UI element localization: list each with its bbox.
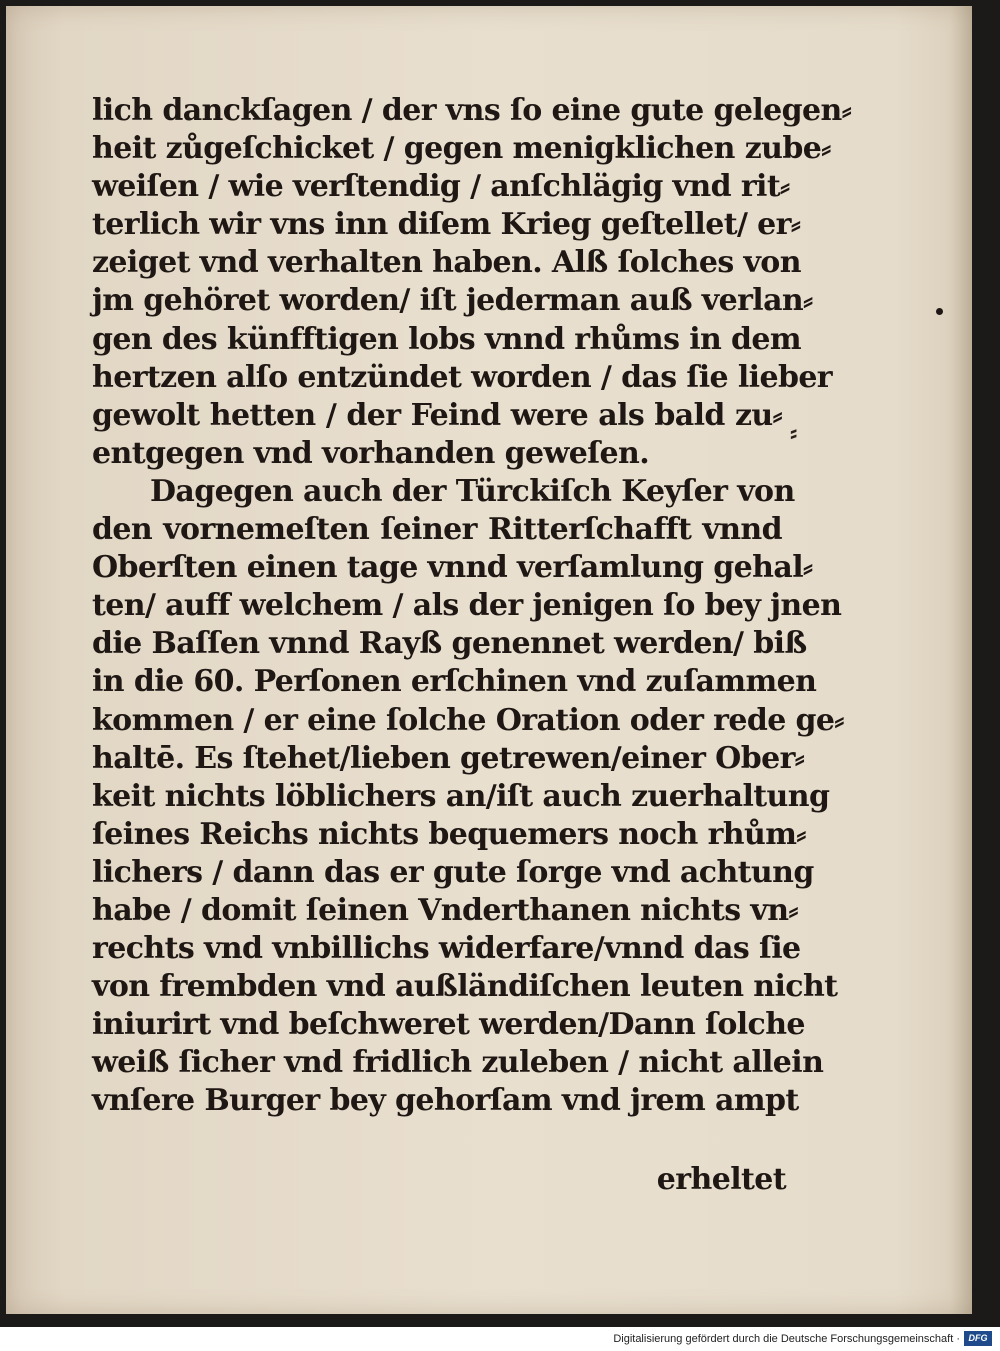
text-line: iniurirt vnd beſchweret werden/Dann ſolche <box>92 1007 805 1043</box>
text-line: rechts vnd vnbillichs widerfare/vnnd das ſie <box>92 931 801 967</box>
text-line: heit zůgeſchicket / gegen menigklichen zube⸗ <box>92 131 831 167</box>
footer-credit: Digitalisierung gefördert durch die Deutsche Forschungsgemeinschaft · <box>613 1333 960 1345</box>
text-line: jm gehöret worden/ iſt jederman auß verlan⸗ <box>92 283 813 319</box>
text-line: von frembden vnd außländiſchen leuten nicht <box>92 969 838 1005</box>
dfg-logo: DFG <box>964 1331 992 1346</box>
text-line: habe / domit ſeinen Vnderthanen nichts vn⸗ <box>92 892 798 928</box>
text-line: zeiget vnd verhalten haben. Alß ſolches von <box>92 245 801 281</box>
text-line: hertzen alſo entzündet worden / das ſie lieber <box>92 359 833 395</box>
text-line: in die 60. Perſonen erſchinen vnd zuſammen <box>92 664 817 700</box>
text-line: keit nichts löblichers an/iſt auch zuerhaltung <box>92 778 830 814</box>
text-line: die Baſſen vnnd Rayß genennet werden/ biß <box>92 626 807 662</box>
text-line: vnſere Burger bey gehorſam vnd jrem ampt <box>92 1083 799 1119</box>
text-line: den vornemeſten ſeiner Ritterſchafft vnnd <box>92 512 782 548</box>
paragraph-end-line: entgegen vnd vorhanden geweſen. <box>92 435 650 471</box>
text-line: gewolt hetten / der Feind were als bald zu⸗ <box>92 397 782 433</box>
text-line: lich danckſagen / der vns ſo eine gute gelegen⸗ <box>92 93 852 128</box>
text-line: ſeines Reichs nichts bequemers noch rhům⸗ <box>92 816 806 852</box>
text-line: weiſen / wie verſtendig / anſchlägig vnd rit⸗ <box>92 169 790 205</box>
page-edge-shadow <box>950 6 972 1314</box>
text-line: ten/ auff welchem / als der jenigen ſo bey jnen <box>92 588 842 624</box>
margin-mark: ⸗ <box>790 421 798 446</box>
text-line: terlich wir vns inn diſem Krieg geſtellet/ er⸗ <box>92 207 801 243</box>
text-line: Oberſten einen tage vnnd verſamlung gehal⸗ <box>92 550 813 586</box>
text-line: haltē. Es ſtehet/lieben getrewen/einer Ober⸗ <box>92 740 805 776</box>
text-line: lichers / dann das er gute ſorge vnd achtung <box>92 854 814 890</box>
page-text <box>92 92 852 1121</box>
paragraph-start-line: Dagegen auch der Türckiſch Keyſer von <box>150 473 795 509</box>
catchword: erheltet <box>656 1162 786 1197</box>
text-line: kommen / er eine ſolche Oration oder rede ge⸗ <box>92 702 844 738</box>
margin-dot <box>936 308 943 315</box>
text-line: weiß ſicher vnd fridlich zuleben / nicht allein <box>92 1045 824 1081</box>
text-line: gen des künfftigen lobs vnnd rhůms in dem <box>92 321 802 357</box>
